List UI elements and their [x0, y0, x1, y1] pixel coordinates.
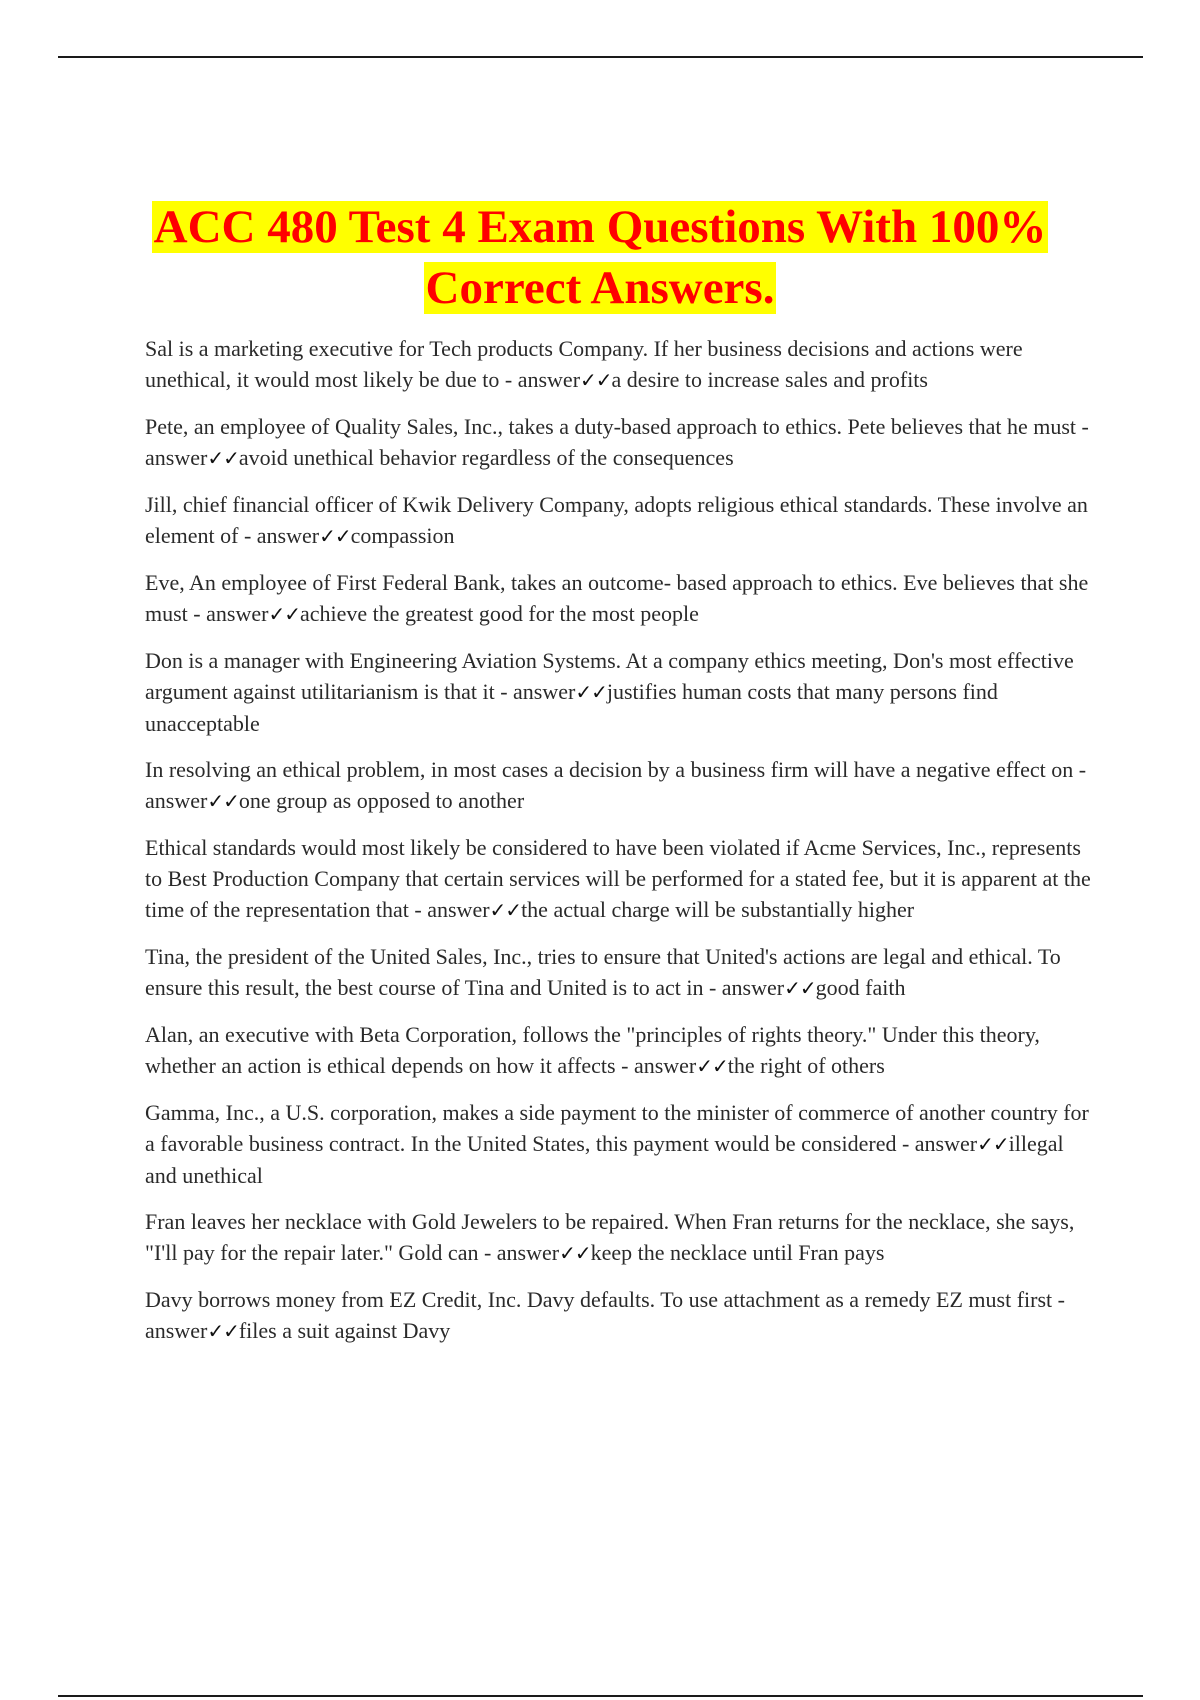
question-text: Ethical standards would most likely be considered to have been violated if Acme Services, Inc., represents to Best Production Company that certain services will be performed for a stated fee, but it is apparent at the time of the representation that -	[145, 835, 1091, 922]
bottom-rule	[58, 1695, 1143, 1697]
answer-text: the right of others	[727, 1053, 885, 1078]
double-check-icon: ✓✓	[977, 1132, 1009, 1156]
double-check-icon: ✓✓	[559, 1241, 591, 1265]
qa-item	[145, 567, 1095, 630]
double-check-icon: ✓✓	[207, 1319, 239, 1343]
title-line-1: ACC 480 Test 4 Exam Questions With 100%	[153, 201, 1047, 254]
answer-text: avoid unethical behavior regardless of the consequences	[238, 445, 734, 470]
double-check-icon: ✓✓	[784, 976, 816, 1000]
answer-marker: answer	[496, 1240, 560, 1265]
answer-marker: answer	[513, 679, 576, 704]
answer-marker: answer	[517, 367, 581, 392]
question-text: Jill, chief financial officer of Kwik Delivery Company, adopts religious ethical standards. These involve an element of -	[145, 492, 1088, 548]
qa-item	[145, 754, 1095, 817]
qa-item	[145, 333, 1095, 396]
qa-item	[145, 1019, 1095, 1082]
qa-item	[145, 489, 1095, 552]
qa-item	[145, 1206, 1095, 1269]
answer-marker: answer	[914, 1131, 978, 1156]
answer-marker: answer	[145, 788, 208, 813]
double-check-icon: ✓✓	[207, 789, 239, 813]
double-check-icon: ✓✓	[207, 446, 239, 470]
answer-text: illegal and unethical	[145, 1131, 1064, 1188]
answer-text: files a suit against Davy	[238, 1318, 451, 1343]
double-check-icon: ✓✓	[580, 368, 612, 392]
question-text: Fran leaves her necklace with Gold Jewelers to be repaired. When Fran returns for the necklace, she says, "I'll pay for the repair later." Gold can -	[145, 1209, 1075, 1265]
answer-text: keep the necklace until Fran pays	[590, 1240, 885, 1265]
answer-marker: answer	[721, 975, 785, 1000]
answer-marker: answer	[145, 445, 208, 470]
qa-item	[145, 645, 1095, 739]
double-check-icon: ✓✓	[575, 680, 607, 704]
qa-item	[145, 1284, 1095, 1347]
question-answer-list	[145, 333, 1095, 1362]
double-check-icon: ✓✓	[696, 1054, 728, 1078]
qa-item	[145, 832, 1095, 926]
answer-text: compassion	[350, 523, 455, 548]
question-text: Sal is a marketing executive for Tech products Company. If her business decisions and actions were unethical, it would most likely be due to -	[145, 336, 1023, 392]
answer-marker: answer	[633, 1053, 697, 1078]
double-check-icon: ✓✓	[268, 602, 300, 626]
title-line-2: Correct Answers.	[425, 262, 775, 315]
question-text: In resolving an ethical problem, in most cases a decision by a business firm will have a negative effect on -	[145, 757, 1087, 782]
question-text: Davy borrows money from EZ Credit, Inc. Davy defaults. To use attachment as a remedy EZ must first -	[145, 1287, 1065, 1312]
double-check-icon: ✓✓	[319, 524, 351, 548]
question-text: Tina, the president of the United Sales, Inc., tries to ensure that United's actions are legal and ethical. To ensure this result, the best course of Tina and United is to act in -	[145, 944, 1061, 1000]
answer-marker: answer	[206, 601, 269, 626]
answer-text: one group as opposed to another	[238, 788, 525, 813]
answer-text: achieve the greatest good for the most people	[299, 601, 699, 626]
qa-item	[145, 1097, 1095, 1191]
double-check-icon: ✓✓	[489, 898, 522, 922]
question-text: Alan, an executive with Beta Corporation, follows the "principles of rights theory." Under this theory, whether an action is ethical depends on how it affects -	[145, 1022, 1040, 1078]
qa-item	[145, 941, 1095, 1004]
answer-marker: answer	[145, 1318, 208, 1343]
answer-text: good faith	[815, 975, 906, 1000]
question-text: Don is a manager with Engineering Aviation Systems. At a company ethics meeting, Don's most effective argument against utilitarianism is that it -	[145, 648, 1074, 704]
document-title	[100, 197, 1100, 319]
question-text: Gamma, Inc., a U.S. corporation, makes a side payment to the minister of commerce of another country for a favorable business contract. In the United States, this payment would be considered -	[145, 1100, 1089, 1156]
top-rule	[58, 56, 1143, 58]
answer-text: a desire to increase sales and profits	[611, 367, 928, 392]
qa-item	[145, 411, 1095, 474]
question-text: Eve, An employee of First Federal Bank, takes an outcome- based approach to ethics. Eve believes that she must -	[145, 570, 1089, 626]
answer-text: the actual charge will be substantially higher	[521, 897, 915, 922]
answer-marker: answer	[427, 897, 490, 922]
question-text: Pete, an employee of Quality Sales, Inc., takes a duty-based approach to ethics. Pete believes that he must -	[145, 414, 1089, 439]
answer-marker: answer	[256, 523, 320, 548]
answer-text: justifies human costs that many persons find unacceptable	[145, 679, 998, 736]
